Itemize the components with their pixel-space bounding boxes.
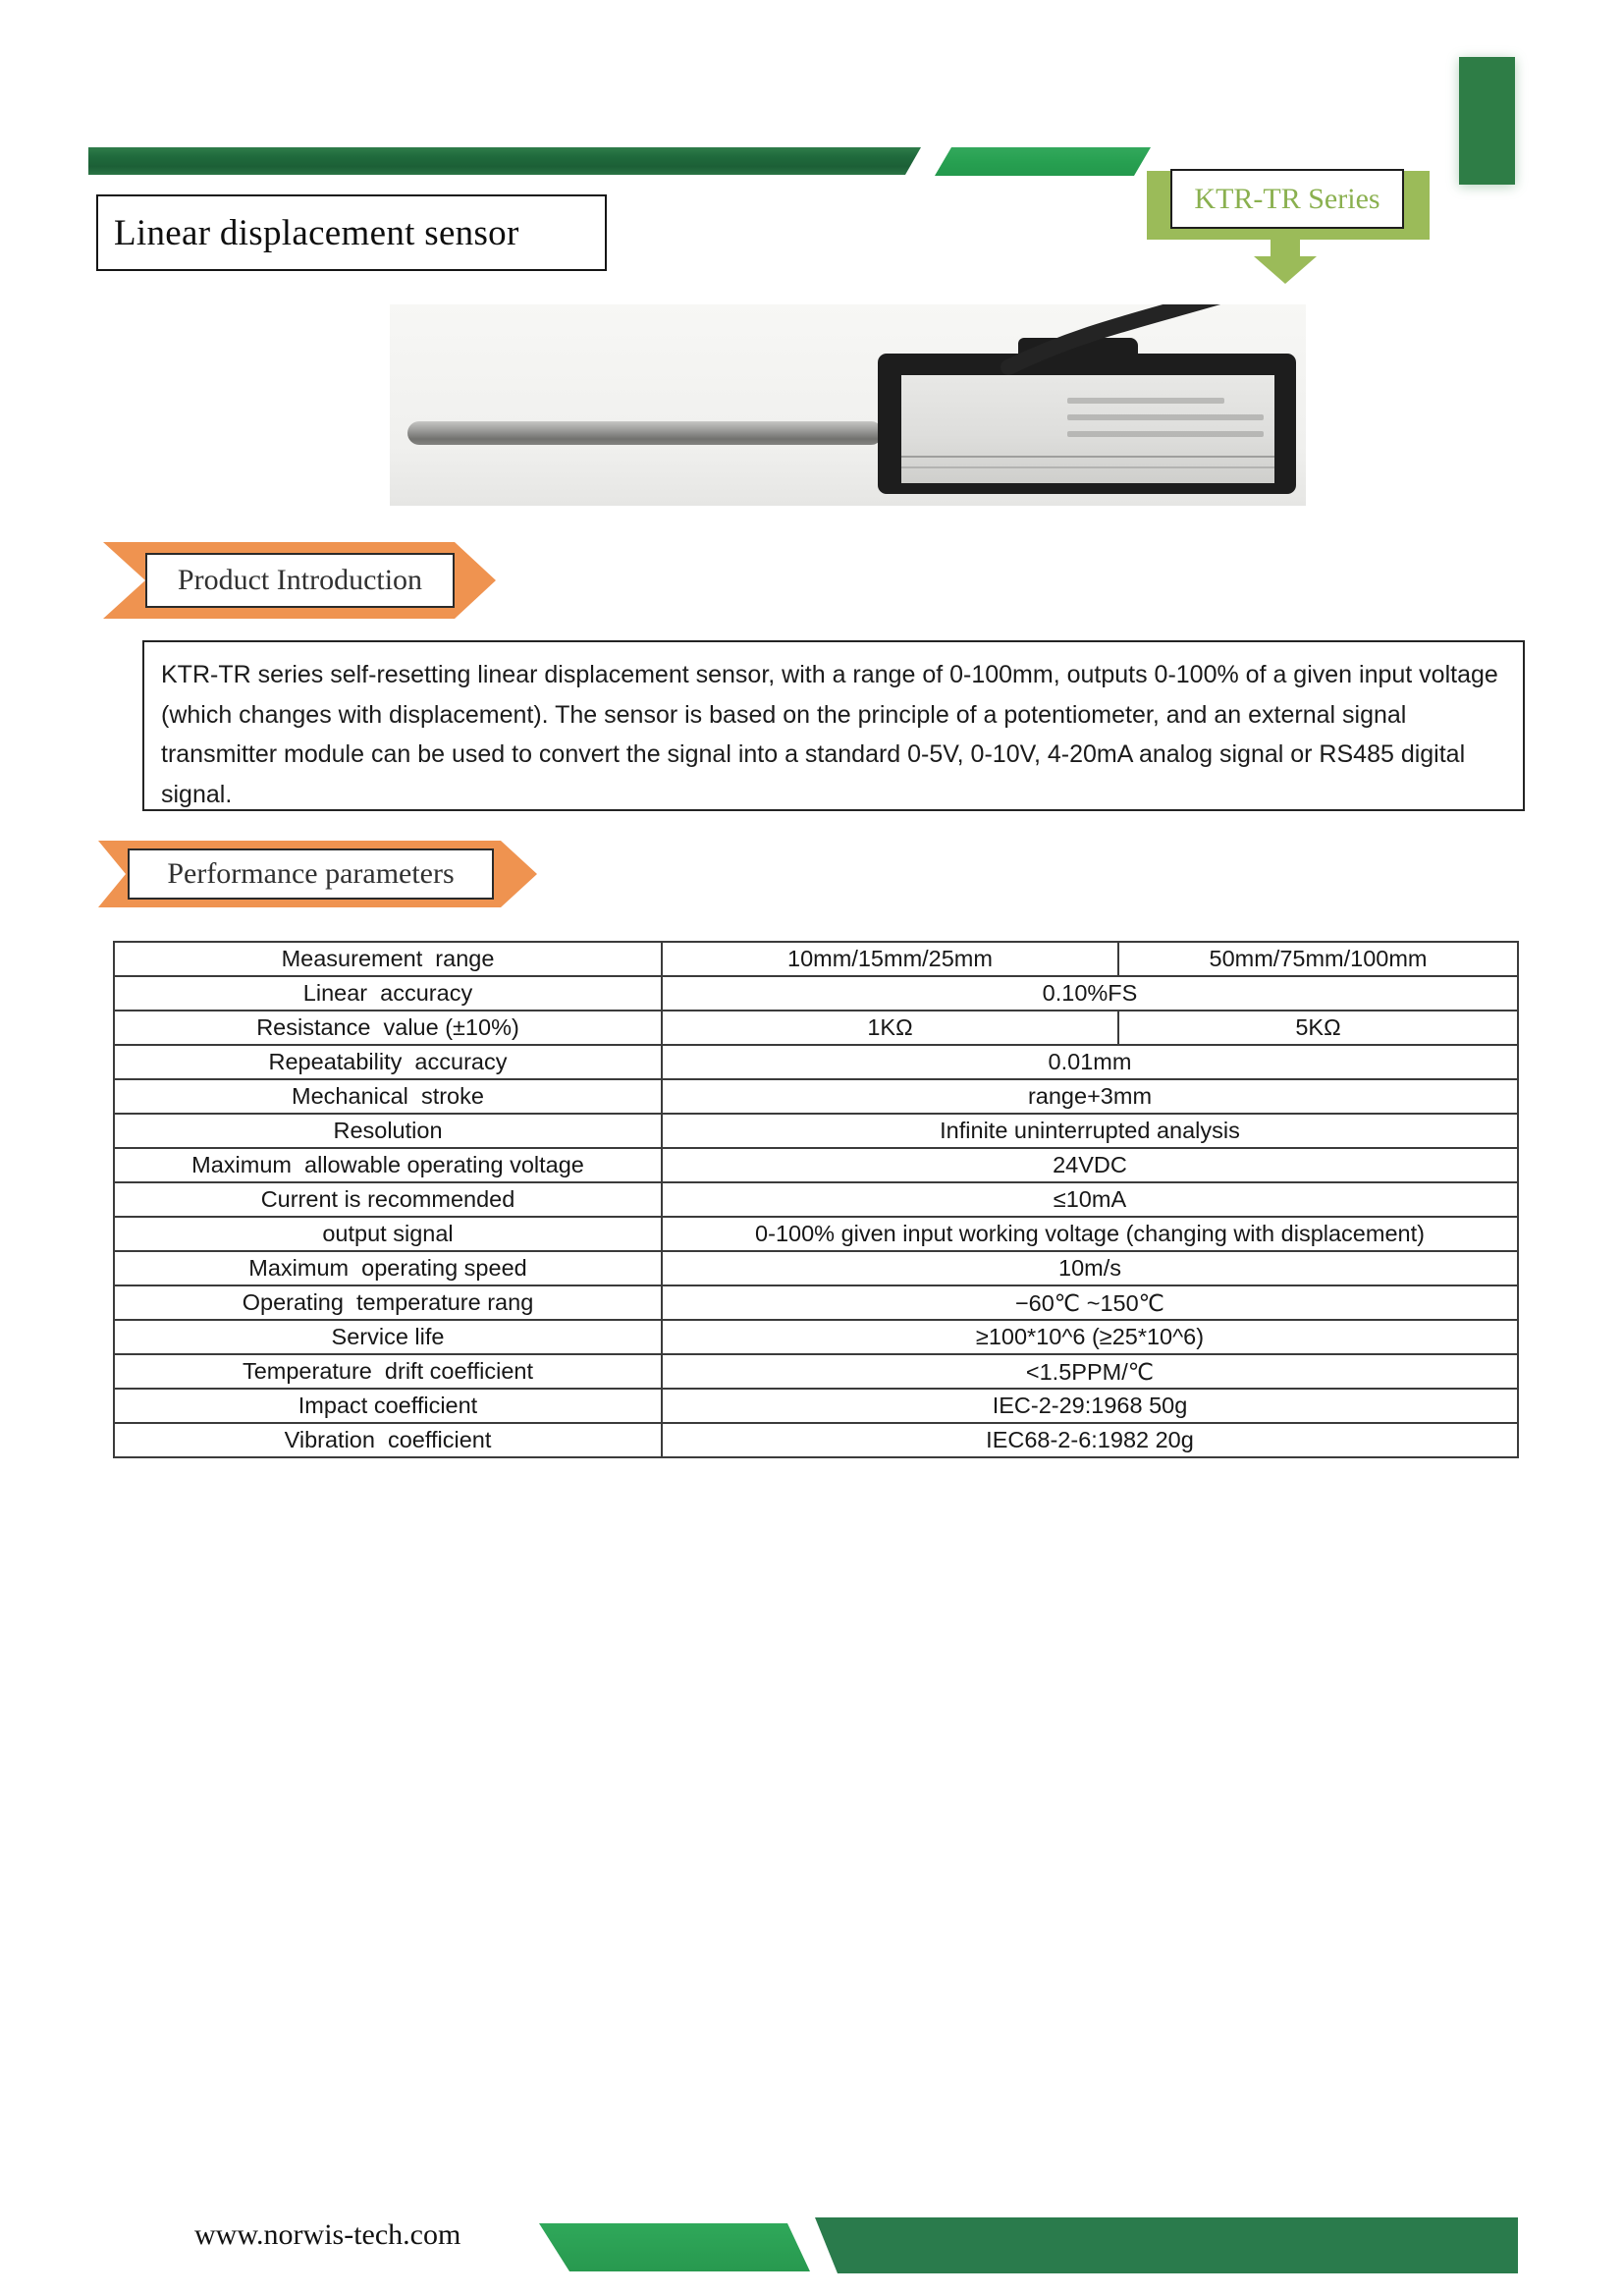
- table-row: [114, 1148, 1518, 1182]
- table-row: [114, 1251, 1518, 1285]
- table-row: [114, 1114, 1518, 1148]
- param-label-cell: Resistance value (±10%): [114, 1011, 662, 1045]
- param-value-cell: range+3mm: [662, 1079, 1518, 1114]
- param-label-cell: Resolution: [114, 1114, 662, 1148]
- param-label-cell: Temperature drift coefficient: [114, 1354, 662, 1389]
- param-value-cell: ≥100*10^6 (≥25*10^6): [662, 1320, 1518, 1354]
- param-value-cell: 10mm/15mm/25mm: [662, 942, 1118, 976]
- table-row: [114, 1011, 1518, 1045]
- introduction-text-box: [142, 640, 1525, 811]
- website-url: www.norwis-tech.com: [194, 2218, 461, 2251]
- series-badge-label: KTR-TR Series: [1194, 182, 1380, 215]
- table-row: [114, 1079, 1518, 1114]
- param-label-cell: Impact coefficient: [114, 1389, 662, 1423]
- table-row: [114, 1320, 1518, 1354]
- table-row: [114, 1285, 1518, 1320]
- param-label-cell: Maximum allowable operating voltage: [114, 1148, 662, 1182]
- param-value-cell: 10m/s: [662, 1251, 1518, 1285]
- param-value-cell: ≤10mA: [662, 1182, 1518, 1217]
- param-label-cell: Operating temperature rang: [114, 1285, 662, 1320]
- footer-bar-light-green: [539, 2223, 810, 2271]
- header-corner-green-block: [1459, 57, 1515, 185]
- section-title-introduction: Product Introduction: [145, 553, 455, 608]
- table-row: [114, 1045, 1518, 1079]
- param-value-cell: 24VDC: [662, 1148, 1518, 1182]
- series-badge: [1170, 169, 1404, 229]
- param-value-cell: IEC-2-29:1968 50g: [662, 1389, 1518, 1423]
- param-label-cell: Vibration coefficient: [114, 1423, 662, 1457]
- down-arrow-head-icon: [1254, 256, 1317, 284]
- param-label-cell: output signal: [114, 1217, 662, 1251]
- param-value-cell: 0.01mm: [662, 1045, 1518, 1079]
- section-banner-introduction: [103, 542, 496, 619]
- param-value-cell: 0-100% given input working voltage (changing with displacement): [662, 1217, 1518, 1251]
- parameters-table: [113, 941, 1519, 1458]
- param-label-cell: Service life: [114, 1320, 662, 1354]
- param-value-cell: Infinite uninterrupted analysis: [662, 1114, 1518, 1148]
- param-value-cell: −60℃ ~150℃: [662, 1285, 1518, 1320]
- param-label-cell: Linear accuracy: [114, 976, 662, 1011]
- param-value-cell: 1KΩ: [662, 1011, 1118, 1045]
- footer-bar-dark-green: [815, 2217, 1518, 2273]
- page-title: Linear displacement sensor: [114, 212, 519, 253]
- table-row: [114, 1389, 1518, 1423]
- product-photo: [390, 304, 1306, 506]
- section-banner-parameters: [98, 841, 537, 907]
- table-row: [114, 1182, 1518, 1217]
- param-label-cell: Current is recommended: [114, 1182, 662, 1217]
- table-row: [114, 1217, 1518, 1251]
- header-bar-light-green: [935, 147, 1151, 176]
- param-value-cell: 0.10%FS: [662, 976, 1518, 1011]
- down-arrow-icon: [1271, 240, 1300, 256]
- table-row: [114, 942, 1518, 976]
- param-label-cell: Measurement range: [114, 942, 662, 976]
- param-label-cell: Repeatability accuracy: [114, 1045, 662, 1079]
- param-value-cell: <1.5PPM/℃: [662, 1354, 1518, 1389]
- table-row: [114, 1423, 1518, 1457]
- sensor-cable: [390, 304, 1306, 506]
- param-label-cell: Mechanical stroke: [114, 1079, 662, 1114]
- page-title-box: [96, 194, 607, 271]
- introduction-text: KTR-TR series self-resetting linear displacement sensor, with a range of 0-100mm, outputs 0-100% of a given input voltage (which changes with displacement). The sensor is based on the principle of a potentiometer, and an external signal transmitter module can be used to convert the signal into a standard 0-5V, 0-10V, 4-20mA analog signal or RS485 digital signal.: [161, 661, 1498, 808]
- param-value-cell: IEC68-2-6:1982 20g: [662, 1423, 1518, 1457]
- param-value-cell: 50mm/75mm/100mm: [1118, 942, 1518, 976]
- table-row: [114, 976, 1518, 1011]
- header-bar-dark-green: [88, 147, 921, 175]
- param-value-cell: 5KΩ: [1118, 1011, 1518, 1045]
- table-row: [114, 1354, 1518, 1389]
- section-title-parameters: Performance parameters: [128, 848, 494, 900]
- param-label-cell: Maximum operating speed: [114, 1251, 662, 1285]
